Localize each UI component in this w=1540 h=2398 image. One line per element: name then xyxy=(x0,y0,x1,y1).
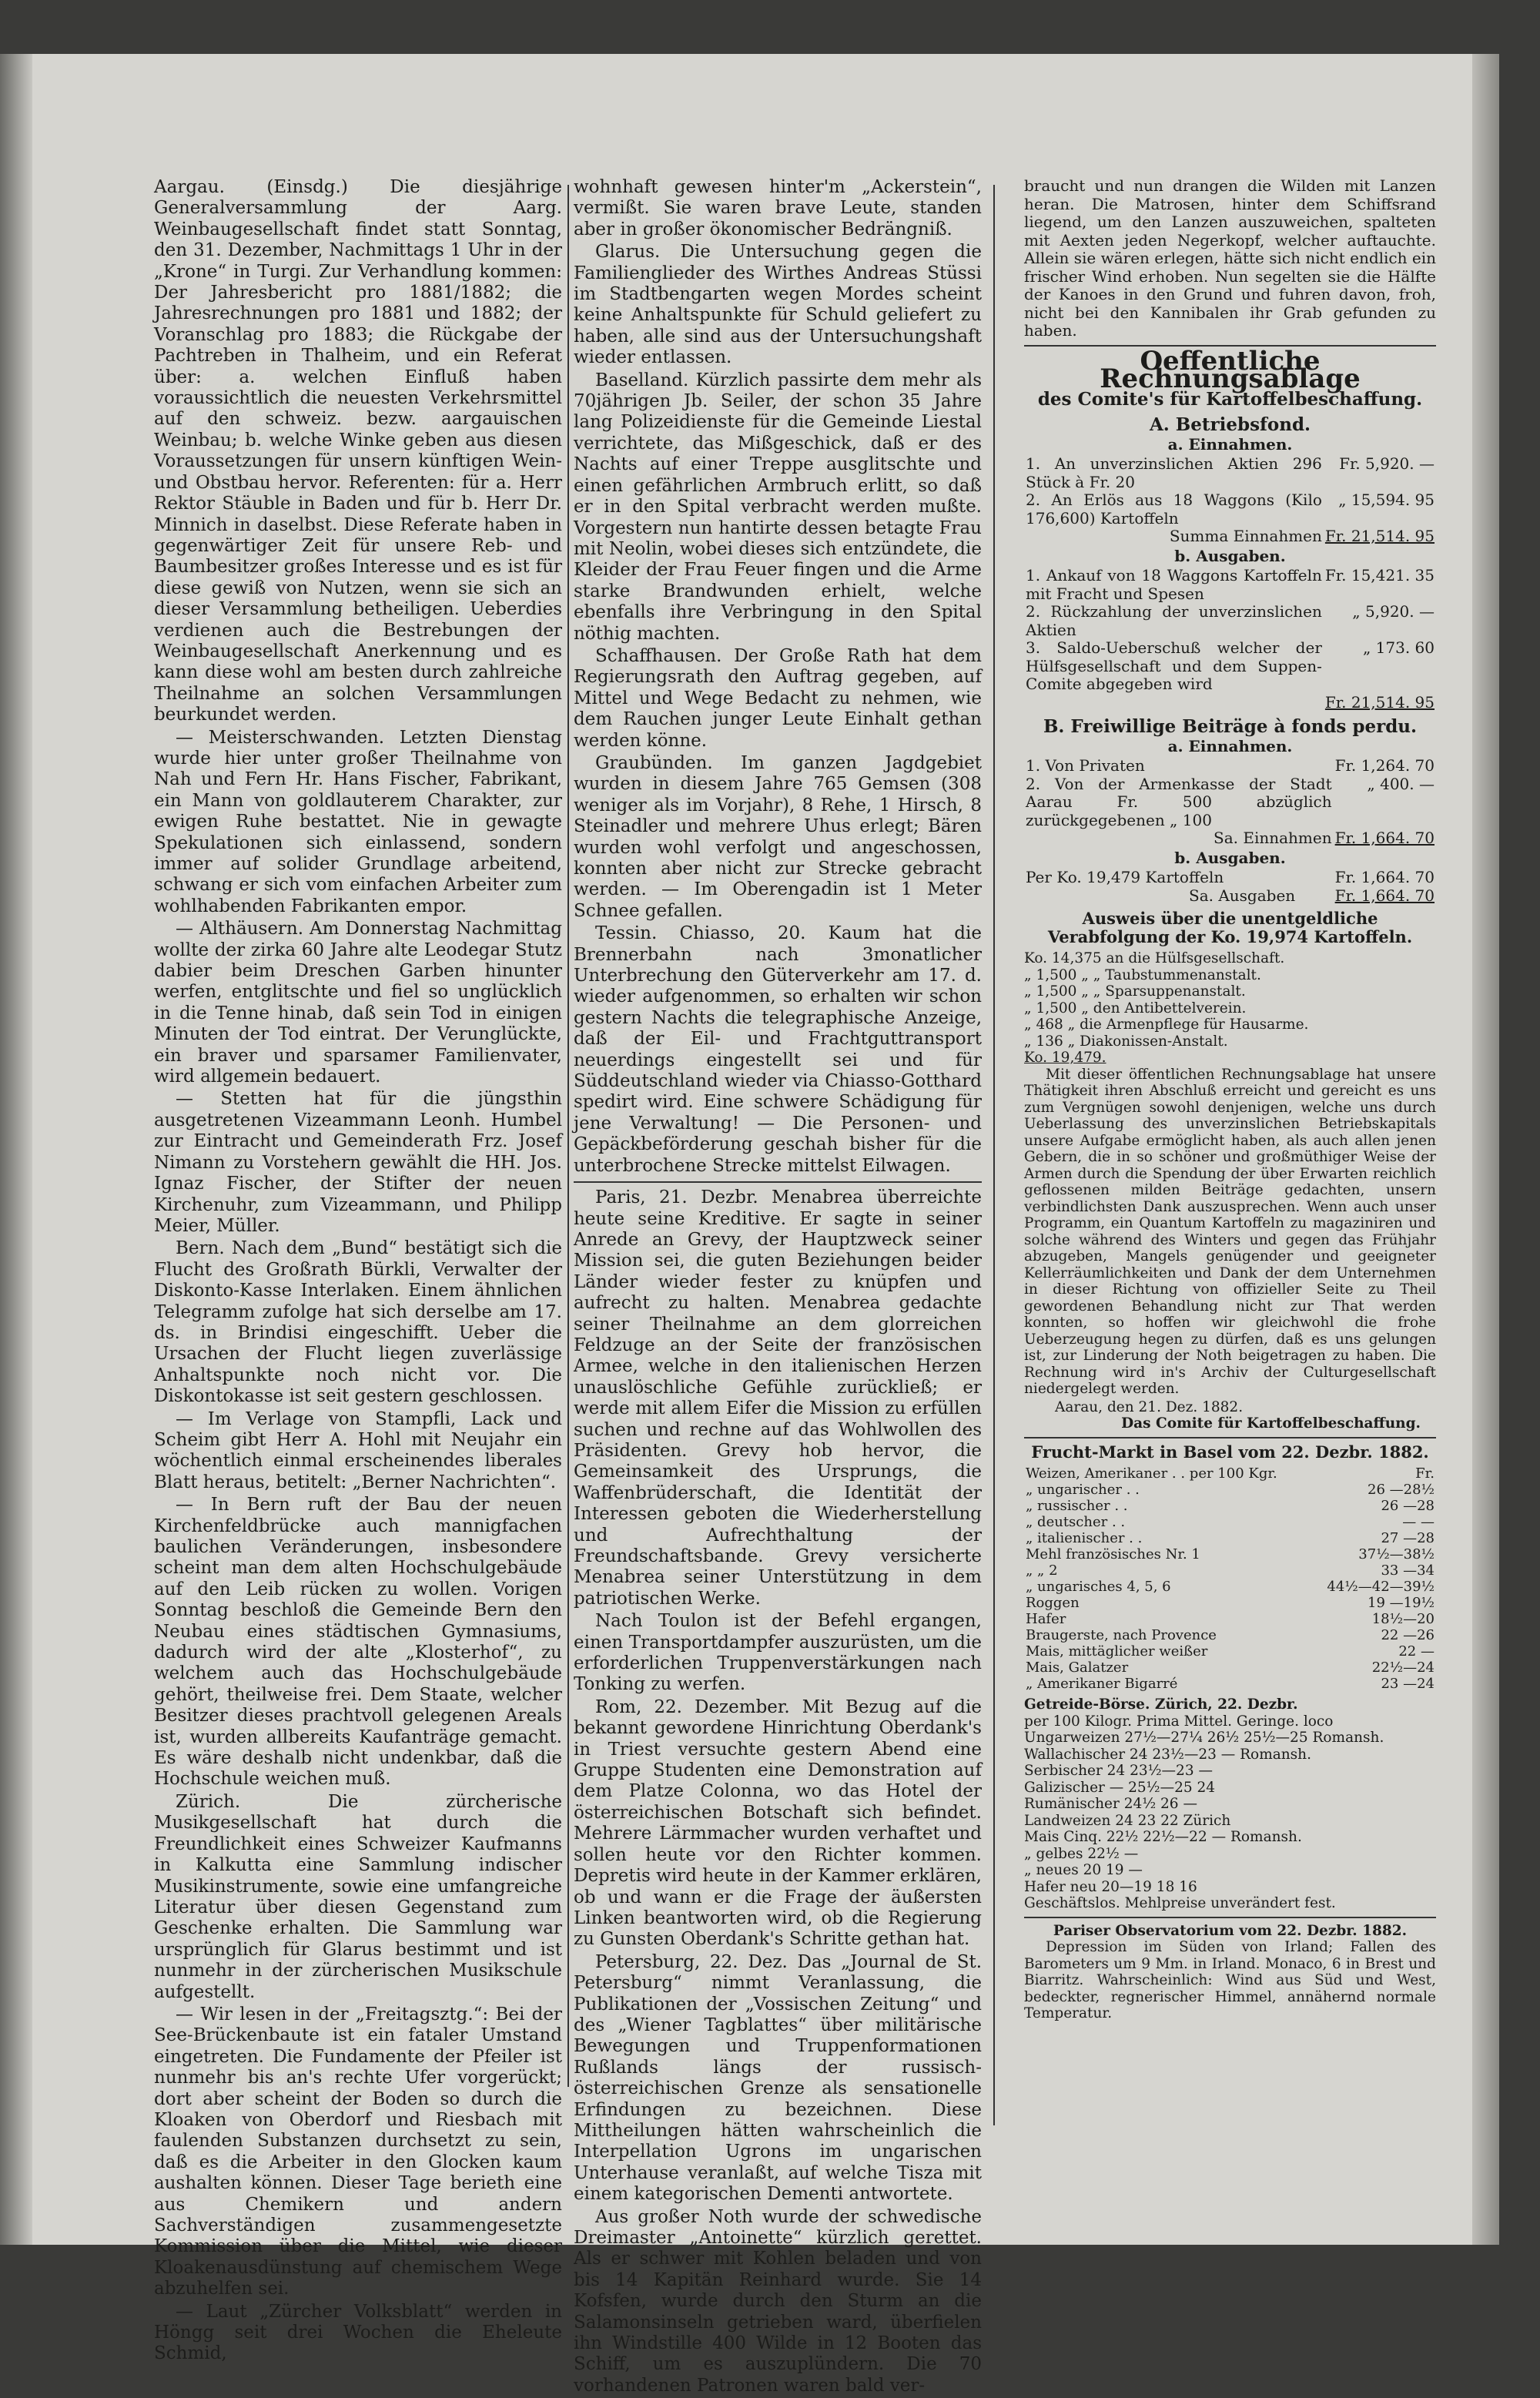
account-subtitle: des Comite's für Kartoffelbeschaffung. xyxy=(1037,388,1423,410)
row-label: 1. Von Privaten xyxy=(1026,756,1145,775)
table-row xyxy=(1024,1498,1436,1514)
market-item: Weizen, Amerikaner . . per 100 Kgr. xyxy=(1026,1465,1277,1482)
list-item: Wallachischer 24 23½—23 — Romansh. xyxy=(1024,1746,1311,1763)
column-rule-1 xyxy=(567,185,569,2087)
row-label: 2. An Erlös aus 18 Waggons (Kilo 176,600) Kartoffeln xyxy=(1026,491,1322,527)
section-b-income-table xyxy=(1024,757,1436,848)
column-1 xyxy=(154,177,562,2366)
market-price: 22 —26 xyxy=(1381,1627,1435,1643)
market-item: Mais, mittäglicher weißer xyxy=(1026,1643,1208,1660)
market-item: Braugerste, nach Provence xyxy=(1026,1627,1217,1643)
market-price: 19 —19½ xyxy=(1368,1595,1435,1611)
article-baselland: Baselland. Kürzlich passirte dem mehr als 70jährigen Jb. Seiler, der schon 35 Jahre lang Polizeidienste für die Gemeinde Liestal verrichtete, das Mißgeschick, daß er des Nachts auf einer Treppe ausglitschte und einen gefährlichen Armbruch erlitt, so daß er in den Spital verbracht werden mußte. Vorgestern nun hantirte dessen betagte Frau mit Neolin, wobei dieses sich entzündete, die Kleider der Frau Feuer fingen und die Arme starke Brandwunden erhielt, welche ebenfalls ihre Verbringung in den Spital nöthig machten. xyxy=(574,370,982,644)
market-price: 37½—38½ xyxy=(1358,1546,1435,1562)
row-amount: Fr. 1,664. 70 xyxy=(1334,868,1435,886)
market-price: 23 —24 xyxy=(1381,1676,1435,1692)
row-amount: Fr. 15,421. 35 xyxy=(1324,566,1435,584)
row-amount: „ 173. 60 xyxy=(1362,638,1435,657)
row-amount: Fr. 1,264. 70 xyxy=(1334,756,1435,775)
account-date: Aarau, den 21. Dez. 1882. xyxy=(1055,1398,1244,1415)
article-petersburg: Petersburg, 22. Dez. Das „Journal de St. Petersburg“ nimmt Veranlassung, die Publikationen der „Vossischen Zeitung“ und des „Wiener Tagblattes“ über militärische Bewegungen und Truppenformationen Rußlands längs der russisch-österreichischen Grenze als sensationelle Erfindungen zu bezeichnen. Diese Mittheilungen hätten wahrscheinlich die Interpellation Ugrons im ungarischen Unterhause veranlaßt, auf welche Tisza mit einem kategorischen Dementi antwortete. xyxy=(574,1951,982,2205)
market-item: „ Amerikaner Bigarré xyxy=(1026,1676,1178,1692)
table-row xyxy=(1024,527,1436,546)
article-toulon: Nach Toulon ist der Befehl ergangen, einen Transportdampfer auszurüsten, um die erforderlichen Truppenverstärkungen nach Tonking zu werfen. xyxy=(574,1611,982,1695)
market-price: 26 —28½ xyxy=(1368,1482,1435,1498)
market-item: „ italienischer . . xyxy=(1026,1530,1143,1546)
article-aargau: Aargau. (Einsdg.) Die diesjährige Generalversammlung der Aarg. Weinbaugesellschaft findet statt Sonntag, den 31. Dezember, Nachmittags 1 Uhr in der „Krone“ in Turgi. Zur Verhandlung kommen: Der Jahresbericht pro 1881/1882; die Jahresrechnungen pro 1881 und 1882; der Voranschlag pro 1883; die Rückgabe der Pachtreben in Thalheim, und ein Referat über: a. welchen Einfluß haben voraussichtlich die neuesten Verkehrsmittel auf den schweiz. bezw. aargauischen Weinbau; b. welche Winke geben aus diesen Voraussetzungen für unsern künftigen Wein- und Obstbau hervor. Referenten: für a. Herr Rektor Stäuble in Baden und für b. Herr Dr. Minnich in daselbst. Diese Referate haben in gegenwärtiger Zeit für unsere Reb- und Baumbesitzer großes Interesse und es ist für diese gewiß von Nutzen, wenn sie sich an dieser Versammlung betheiligen. Ueberdies verdienen auch die Bestrebungen der Weinbaugesellschaft Anerkennung und es kann diese wohl am besten durch zahlreiche Theilnahme an solchen Versammlungen beurkundet werden. xyxy=(154,177,562,725)
table-row xyxy=(1024,829,1436,848)
table-row xyxy=(1024,1465,1436,1482)
column-3 xyxy=(1024,177,1436,2024)
divider xyxy=(1024,1437,1436,1438)
list-item: „ 136 „ Diakonissen-Anstalt. xyxy=(1024,1033,1228,1050)
row-amount: „ 5,920. — xyxy=(1352,602,1435,621)
list-item: „ neues 20 19 — xyxy=(1024,1862,1143,1878)
market-price: 33 —34 xyxy=(1381,1562,1435,1579)
list-item: „ gelbes 22½ — xyxy=(1024,1845,1139,1862)
market-item: Mais, Galatzer xyxy=(1026,1660,1129,1676)
list-item: Geschäftslos. Mehlpreise unverändert fest. xyxy=(1024,1895,1336,1911)
divider xyxy=(1024,1917,1436,1918)
article-zuerich: Zürich. Die zürcherische Musikgesellschaft hat durch die Freundlichkeit eines Schweizer Kaufmanns in Kalkutta eine Sammlung indischer Musikinstrumente, sowie eine umfangreiche Literatur über diesen Gegenstand zum Geschenke erhalten. Die Sammlung war ursprünglich für Glarus bestimmt und ist nunmehr in der zürcherischen Musikschule aufgestellt. xyxy=(154,1791,562,2002)
market-price: 22½—24 xyxy=(1371,1660,1435,1676)
row-label: 1. Ankauf von 18 Waggons Kartoffeln mit Fracht und Spesen xyxy=(1026,566,1322,603)
account-title: Oeffentliche Rechnungsablage xyxy=(1100,345,1361,394)
table-row xyxy=(1024,639,1436,694)
market-item: „ ungarischer . . xyxy=(1026,1482,1140,1498)
row-amount: „ 15,594. 95 xyxy=(1338,491,1435,509)
market-item: Hafer xyxy=(1026,1611,1066,1627)
observatory-text: Depression im Süden von Irland; Fallen des Barometers um 9 Mm. in Irland. Monaco, 6 in Brest und Biarritz. Wahrscheinlich: Wind aus Süd und West, bedeckter, regnerischer Himmel, annähernd normale Temperatur. xyxy=(1024,1939,1436,2021)
article-meisterschwanden: — Meisterschwanden. Letzten Dienstag wurde hier unter großer Theilnahme von Nah und Fern Hr. Hans Fischer, Fabrikant, ein Mann von goldlauterem Charakter, zur ewigen Ruhe bestattet. Nie in gewagte Spekulationen sich einlassend, sondern immer auf solider Grundlage arbeitend, schwang er sich vom einfachen Arbeiter zum wohlhabenden Fabrikanten empor. xyxy=(154,727,562,916)
column-rule-2 xyxy=(993,185,995,2125)
table-row xyxy=(1024,869,1436,887)
article-tessin: Tessin. Chiasso, 20. Kaum hat die Brennerbahn nach 3monatlicher Unterbrechung den Güterverkehr am 17. d. wieder aufgenommen, so erhalten wir schon gestern Nachts die telegraphische Anzeige, daß der Eil- und Frachtguttransport neuerdings eingestellt sei und für Süddeutschland wieder via Chiasso-Gotthard spedirt wird. Eine schwere Schädigung für jene Verwaltung! — Die Personen- und Gepäckbeförderung geschah bisher für die unterbrochene Strecke mittelst Eilwagen. xyxy=(574,923,982,1176)
article-althaeusern: — Althäusern. Am Donnerstag Nachmittag wollte der zirka 60 Jahre alte Leodegar Stutz dabier beim Dreschen Garben hinunter werfen, entglitschte und fiel so unglücklich in die Tenne hinab, daß sein Tod in einigen Minuten der Tod eintrat. Der Verunglückte, ein braver und sparsamer Familienvater, wird allgemein bedauert. xyxy=(154,919,562,1087)
article-antoinette: Aus großer Noth wurde der schwedische Dreimaster „Antoinette“ kürzlich gerettet. Als er schwer mit Kohlen beladen und von bis 14 Kapitän Reinhard wurde. Sie 14 Kofsfen, wurde durch den Sturm an die Salamonsinseln getrieben ward, überfielen ihn Windstille 400 Wilde in 12 Booten das Schiff, um es auszuplündern. Die 70 vorhandenen Patronen waren bald ver- xyxy=(574,2206,982,2396)
section-a-title: A. Betriebsfond. xyxy=(1149,414,1311,435)
table-row xyxy=(1024,455,1436,491)
market-price: 18½—20 xyxy=(1371,1611,1435,1627)
closing-statement: Mit dieser öffentlichen Rechnungsablage hat unsere Thätigkeit ihren Abschluß erreicht und gereicht es uns zum Vergnügen sowohl denjenigen, welche uns durch Ueberlassung des unverzinslichen Betriebskapitals unsere Aufgabe ermöglicht haben, als auch allen jenen Gebern, die in so schöner und großmüthiger Weise der Armen durch die Spendung der über Erwarten reichlich geflossenen milden Beiträge gedachten, unsern verbindlichsten Dank auszusprechen. Wenn auch unser Programm, ein Quantum Kartoffeln zu magaziniren und solche während des Winters und gegen das Frühjahr abzugeben, Mangels genügender und geeigneter Kellerräumlichkeiten und Dank der dem Unternehmen in dieser Richtung von offizieller Seite zu Theil gewordenen Behandlung nicht zur That werden konnten, so hoffen wir gleichwohl die frohe Ueberzeugung hegen zu dürfen, daß es uns gelungen ist, zur Linderung der Noth beigetragen zu haben. Die Rechnung wird in's Archiv der Culturgesellschaft niedergelegt werden. xyxy=(1024,1066,1436,1397)
list-item: Ko. 19,479. xyxy=(1024,1050,1106,1066)
market-item: „ russischer . . xyxy=(1026,1498,1128,1514)
market-item: „ „ 2 xyxy=(1026,1562,1058,1579)
row-label: 1. An unverzinslichen Aktien 296 Stück à Fr. 20 xyxy=(1026,454,1322,491)
row-label: 2. Rückzahlung der unverzinslichen Aktien xyxy=(1026,602,1322,639)
article-rom: Rom, 22. Dezember. Mit Bezug auf die bekannt gewordene Hinrichtung Oberdank's in Triest versuchte gestern Abend eine Gruppe Studenten eine Demonstration auf dem Platze Colonna, wo das Hotel der österreichischen Botschaft sich befindet. Mehrere Lärmmacher wurden verhaftet und sollen heute vor den Richter kommen. Depretis wird heute in der Kammer erklären, ob und wann er die Frage der äußersten Linken beantworten wird, ob die Regierung zu Gunsten Oberdank's Schritte gethan hat. xyxy=(574,1696,982,1950)
list-item: „ 1,500 „ den Antibettelverein. xyxy=(1024,1000,1247,1016)
section-b-income-title: a. Einnahmen. xyxy=(1167,736,1293,755)
section-a-income-table xyxy=(1024,455,1436,546)
market-price: 27 —28 xyxy=(1381,1530,1435,1546)
page-right-edge xyxy=(1472,54,1499,2245)
row-amount: Fr. 21,514. 95 xyxy=(1324,692,1435,712)
divider xyxy=(574,1181,982,1183)
row-amount: Fr. 1,664. 70 xyxy=(1334,886,1435,905)
column-2 xyxy=(574,177,982,2398)
table-row xyxy=(1024,1579,1436,1595)
table-row xyxy=(1024,887,1436,906)
table-row xyxy=(1024,1660,1436,1676)
section-b-expense-table xyxy=(1024,869,1436,905)
market-item: „ ungarisches 4, 5, 6 xyxy=(1026,1579,1171,1595)
section-b-expense-title: b. Ausgaben. xyxy=(1174,848,1286,867)
exchange-header: per 100 Kilogr. Prima Mittel. Geringe. loco xyxy=(1024,1713,1334,1730)
market-price: 44½—42—39½ xyxy=(1327,1579,1435,1595)
article-paris: Paris, 21. Dezbr. Menabrea überreichte heute seine Kreditive. Er sagte in seiner Anrede an Grevy, der Hauptzweck seiner Mission sei, die guten Beziehungen beider Länder wieder fester zu knüpfen und aufrecht zu halten. Menabrea gedachte seiner Theilnahme an dem glorreichen Feldzuge an der Seite der französischen Armee, welche in den italienischen Herzen unauslöschliche Gefühle zurückließ; er werde mit allem Eifer die Mission zu erfüllen suchen und rechne auf das Wohlwollen des Präsidenten. Grevy hob hervor, die Gemeinsamkeit des Ursprungs, die Waffenbrüderschaft, die Identität der Interessen geboten die Wiederherstellung und Aufrechthaltung der Freundschaftsbande. Grevy versicherte Menabrea seiner Unterstützung in dem patriotischen Werke. xyxy=(574,1187,982,1609)
list-item: Ungarweizen 27½—27¼ 26½ 25½—25 Romansh. xyxy=(1024,1730,1384,1746)
row-label xyxy=(1024,694,1324,712)
article-graubuenden: Graubünden. Im ganzen Jagdgebiet wurden in diesem Jahre 765 Gemsen (308 weniger als im Vorjahr), 8 Rehe, 1 Hirsch, 8 Steinadler und mehrere Uhus erlegt; Bären wurden wohl verfolgt und angeschossen, konnten aber nicht zur Strecke gebracht werden. — Im Oberengadin ist 1 Meter Schnee gefallen. xyxy=(574,752,982,921)
article-bern: Bern. Nach dem „Bund“ bestätigt sich die Flucht des Großrath Bürkli, Verwalter der Diskonto-Kasse Interlaken. Einem ähnlichen Telegramm zufolge hat sich derselbe am 17. ds. in Brindisi eingeschifft. Ueber die Ursachen der Flucht liegen zuverlässige Anhaltspunkte noch nicht vor. Die Diskontokasse ist seit gestern geschlossen. xyxy=(154,1238,562,1407)
list-item: Hafer neu 20—19 18 16 xyxy=(1024,1878,1197,1895)
article-hoengg: — Laut „Zürcher Volksblatt“ werden in Höngg seit drei Wochen die Eheleute Schmid, xyxy=(154,2301,562,2364)
table-row xyxy=(1024,491,1436,527)
article-continued: wohnhaft gewesen hinter'm „Ackerstein“, vermißt. Sie waren brave Leute, standen aber in großer ökonomischer Bedrängniß. xyxy=(574,177,982,239)
market-price: 22 — xyxy=(1398,1643,1435,1660)
article-schaffhausen: Schaffhausen. Der Große Rath hat dem Regierungsrath den Auftrag gegeben, auf Mittel und Wege Bedacht zu nehmen, wie dem Rauchen junger Leute Einhalt gethan werden könne. xyxy=(574,645,982,751)
row-amount: Fr. 21,514. 95 xyxy=(1324,527,1435,545)
section-a-income-title: a. Einnahmen. xyxy=(1167,434,1293,454)
table-row xyxy=(1024,1627,1436,1643)
table-row xyxy=(1024,1562,1436,1579)
table-row xyxy=(1024,1676,1436,1692)
table-row xyxy=(1024,1530,1436,1546)
row-label: 3. Saldo-Ueberschuß welcher der Hülfsgesellschaft und dem Suppen-Comite abgegeben wird xyxy=(1026,638,1322,693)
list-item: Ko. 14,375 an die Hülfsgesellschaft. xyxy=(1024,950,1285,966)
row-label: Summa Einnahmen xyxy=(1169,527,1322,545)
row-label: 2. Von der Armenkasse der Stadt Aarau Fr. 500 abzüglich zurückgegebenen „ 100 xyxy=(1026,774,1332,829)
list-item: Serbischer 24 23½—23 — xyxy=(1024,1763,1213,1779)
article-antoinette-end: braucht und nun drangen die Wilden mit Lanzen heran. Die Matrosen, hinter dem Schiffsrand liegend, um den Lanzen auszuweichen, spalteten mit Aexten jeden Negerkopf, welcher auftauchte. Allein sie wären erlegen, hätte sich nicht endlich ein frischer Wind erhoben. Nun segelten sie die Hälfte der Kanoes in den Grund und fuhren davon, froh, nicht bei den Kannibalen ihr Grab gefunden zu haben. xyxy=(1024,176,1436,340)
row-label: Sa. Ausgaben xyxy=(1189,886,1296,905)
account-signature: Das Comite für Kartoffelbeschaffung. xyxy=(1121,1415,1421,1432)
list-item: Landweizen 24 23 22 Zürich xyxy=(1024,1812,1231,1829)
list-item: Rumänischer 24½ 26 — xyxy=(1024,1796,1197,1812)
list-item: Galizischer — 25½—25 24 xyxy=(1024,1779,1216,1796)
table-row xyxy=(1024,1546,1436,1562)
article-stetten: — Stetten hat für die jüngsthin ausgetretenen Vizeammann Leonh. Humbel zur Eintracht und Gemeinderath Frz. Josef Nimann zu Vorstehern gewählt die HH. Jos. Ignaz Fischer, der Stifter der neuen Kirchenuhr, zum Vizeammann, und Philipp Meier, Müller. xyxy=(154,1089,562,1236)
article-verlag: — Im Verlage von Stampfli, Lack und Scheim gibt Herr A. Hohl mit Neujahr ein wöchentlich einmal erscheinendes liberales Blatt heraus, betitelt: „Berner Nachrichten“. xyxy=(154,1408,562,1492)
article-glarus: Glarus. Die Untersuchung gegen die Familienglieder des Wirthes Andreas Stüssi im Stadtbengarten wegen Mordes scheint keine Anhaltspunkte für Schuld geliefert zu haben, alle sind aus der Untersuchungshaft wieder entlassen. xyxy=(574,242,982,368)
table-row xyxy=(1024,603,1436,639)
section-b-title: B. Freiwillige Beiträge à fonds perdu. xyxy=(1043,716,1418,737)
table-row xyxy=(1024,775,1436,830)
market-price: 26 —28 xyxy=(1381,1498,1435,1514)
exchange-title: Getreide-Börse. Zürich, 22. Dezbr. xyxy=(1024,1696,1298,1713)
list-item: „ 1,500 „ „ Taubstummenanstalt. xyxy=(1024,966,1261,983)
table-row xyxy=(1024,1482,1436,1498)
market-price: — — xyxy=(1402,1514,1435,1530)
table-row xyxy=(1024,1611,1436,1627)
market-price: Fr. xyxy=(1415,1465,1435,1482)
table-row xyxy=(1024,757,1436,775)
row-label: Per Ko. 19,479 Kartoffeln xyxy=(1026,868,1224,886)
table-row xyxy=(1024,1595,1436,1611)
market-item: „ deutscher . . xyxy=(1026,1514,1126,1530)
list-item: Mais Cinq. 22½ 22½—22 — Romansh. xyxy=(1024,1829,1302,1845)
market-item: Roggen xyxy=(1026,1595,1080,1611)
row-amount: Fr. 5,920. — xyxy=(1339,454,1435,473)
exchange-list xyxy=(1024,1730,1436,1912)
list-item: „ 468 „ die Armenpflege für Hausarme. xyxy=(1024,1016,1309,1033)
table-row xyxy=(1024,694,1436,712)
market-table xyxy=(1024,1465,1436,1692)
observatory-title: Pariser Observatorium vom 22. Dezbr. 1882. xyxy=(1053,1922,1408,1939)
table-row xyxy=(1024,1514,1436,1530)
market-title: Frucht-Markt in Basel vom 22. Dezbr. 1882. xyxy=(1031,1442,1429,1462)
row-amount: „ 400. — xyxy=(1367,774,1435,793)
distribution-title: Ausweis über die unentgeldliche Verabfolgung der Ko. 19,974 Kartoffeln. xyxy=(1047,909,1413,946)
section-a-expense-title: b. Ausgaben. xyxy=(1174,546,1286,565)
list-item: „ 1,500 „ „ Sparsuppenanstalt. xyxy=(1024,983,1246,1000)
market-item: Mehl französisches Nr. 1 xyxy=(1026,1546,1200,1562)
distribution-list xyxy=(1024,950,1436,1067)
section-a-expense-table xyxy=(1024,567,1436,712)
table-row xyxy=(1024,567,1436,603)
row-amount: Fr. 1,664. 70 xyxy=(1334,829,1435,847)
table-row xyxy=(1024,1643,1436,1660)
article-kirchenfeld: — In Bern ruft der Bau der neuen Kirchenfeldbrücke auch mannigfachen baulichen Veränderungen, insbesondere scheint man dem alten Hochschulgebäude auf den Leib rücken zu wollen. Vorigen Sonntag beschloß die Gemeinde Bern den Neubau eines städtischen Gymnasiums, dadurch wird der alte „Klosterhof“, zu welchem auch das Hochschulgebäude gehört, theilweise frei. Dem Staate, welcher Besitzer dieses prachtvoll gelegenen Areals ist, wurden allbereits Kaufanträge gemacht. Es wäre deshalb nicht undenkbar, daß die Hochschule weichen muß. xyxy=(154,1495,562,1790)
page-left-edge xyxy=(0,54,32,2245)
article-freitagsztg: — Wir lesen in der „Freitagsztg.“: Bei der See-Brückenbaute ist ein fataler Umstand eingetreten. Die Fundamente der Pfeiler ist nunmehr bis an's rechte Ufer vorgerückt; dort aber scheint der Boden so durch die Kloaken von Oberdorf und Riesbach mit faulenden Substanzen durchsetzt zu sein, daß es die Arbeiter in den Glocken kaum aushalten können. Dieser Tage berieth eine aus Chemikern und andern Sachverständigen zusammengesetzte Kommission über die Mittel, wie dieser Kloakenausdünstung auf chemischem Wege abzuhelfen sei. xyxy=(154,2004,562,2299)
row-label: Sa. Einnahmen xyxy=(1214,829,1332,847)
